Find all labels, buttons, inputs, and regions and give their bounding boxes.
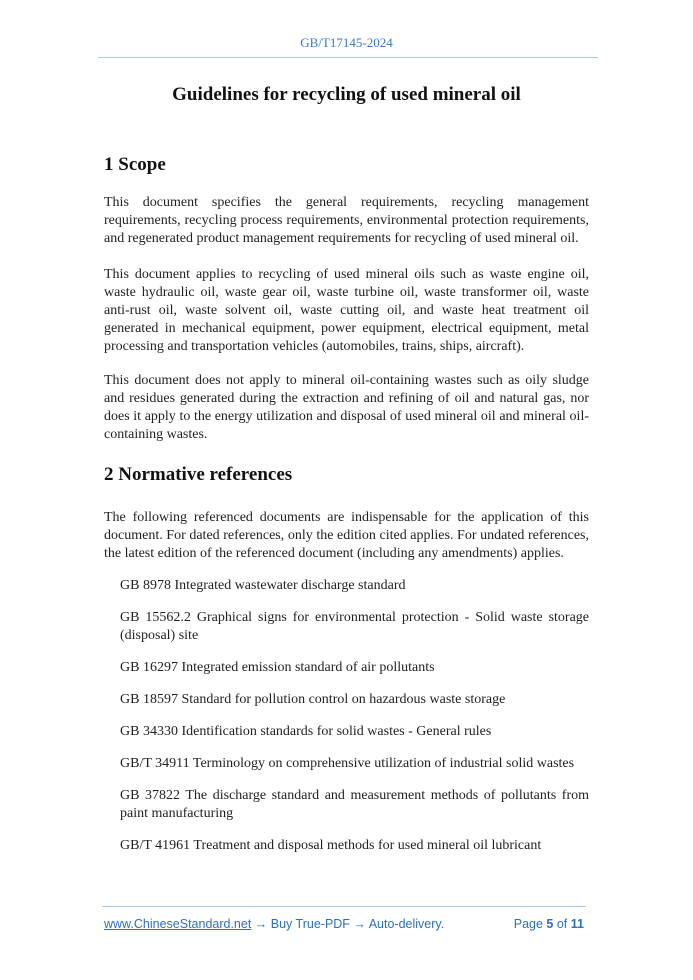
reference-item: GB 34330 Identification standards for solid wastes - General rules (120, 724, 492, 739)
scope-paragraph-3: This document does not apply to mineral oil-containing wastes such as oily sludge and residues generated during the extraction and refining of oil and natural gas, nor does it apply to the energy utilization and disposal of used mineral oil and mineral oil-containing wastes. (104, 373, 589, 442)
scope-paragraph-2: This document applies to recycling of used mineral oils such as waste engine oil, waste hydraulic oil, waste gear oil, waste turbine oil, waste transformer oil, waste anti-rust oil, waste solvent oil, waste cutting oil, and waste heat treatment oil generated in mechanical equipment, power equipment, electrical equipment, metal processing and transportation vehicles (automobiles, trains, ships, aircraft). (104, 267, 589, 354)
reference-item: GB 16297 Integrated emission standard of air pollutants (120, 660, 435, 675)
reference-item: GB 15562.2 Graphical signs for environmental protection - Solid waste storage (disposal) site (120, 610, 589, 643)
section-heading-scope: 1 Scope (104, 154, 166, 175)
page-label: Page (513, 917, 543, 931)
reference-item: GB 37822 The discharge standard and measurement methods of pollutants from paint manufacturing (120, 788, 589, 821)
document-title: Guidelines for recycling of used mineral oil (172, 84, 521, 105)
page-total: 11 (570, 917, 584, 931)
page-of-label: of (556, 917, 568, 931)
page-indicator (514, 917, 584, 931)
reference-item: GB 8978 Integrated wastewater discharge standard (120, 578, 406, 593)
references-intro-paragraph: The following referenced documents are indispensable for the application of this document. For dated references, only the edition cited applies. For undated references, the latest edition of the referenced document (including any amendments) applies. (104, 510, 589, 561)
footer-promo-text: → Buy True-PDF → Auto-delivery. (251, 917, 445, 931)
page-current: 5 (546, 917, 554, 931)
document-code: GB/T17145-2024 (300, 35, 393, 50)
footer-divider (102, 906, 586, 907)
reference-item: GB/T 41961 Treatment and disposal methods for used mineral oil lubricant (120, 838, 542, 853)
section-heading-normative-references: 2 Normative references (104, 464, 293, 485)
reference-item: GB 18597 Standard for pollution control on hazardous waste storage (120, 692, 506, 707)
scope-paragraph-1: This document specifies the general requirements, recycling management requirements, recycling process requirements, environmental protection requirements, and regenerated product management requirements for recycling of used mineral oil. (104, 195, 589, 246)
reference-item: GB/T 34911 Terminology on comprehensive utilization of industrial solid wastes (120, 756, 575, 771)
footer-promo (104, 917, 444, 931)
page-footer (104, 917, 584, 931)
chinesestandard-link[interactable]: www.ChineseStandard.net (104, 917, 252, 931)
header-divider (98, 57, 598, 58)
